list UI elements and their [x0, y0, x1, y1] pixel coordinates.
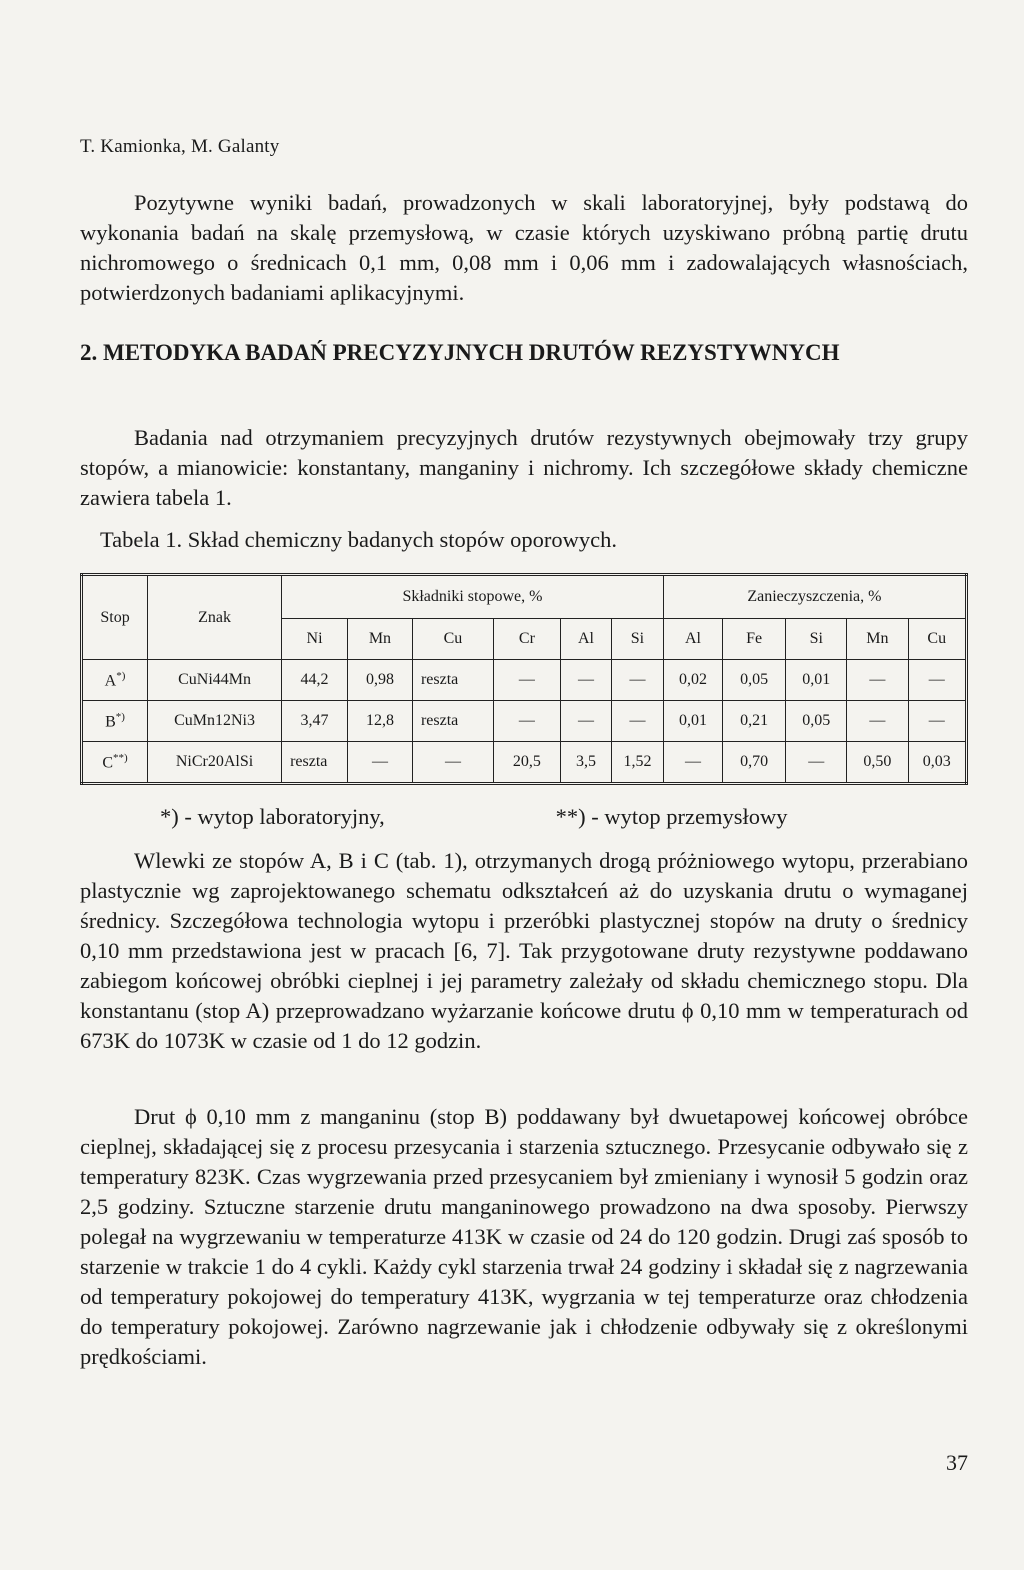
table-caption: Tabela 1. Skład chemiczny badanych stopów oporowych.	[100, 527, 618, 552]
cell-value: —	[412, 742, 493, 784]
cell-value: 12,8	[347, 701, 412, 742]
cell-value: 0,98	[347, 660, 412, 701]
subheader-cu-2: Cu	[412, 619, 493, 660]
stop-footnote-mark: *)	[115, 710, 125, 723]
subheader-fe-7: Fe	[723, 619, 786, 660]
cell-value: —	[908, 660, 967, 701]
subheader-si-8: Si	[786, 619, 847, 660]
subheader-al-4: Al	[560, 619, 611, 660]
composition-table	[80, 573, 968, 785]
subheader-si-5: Si	[612, 619, 664, 660]
header-znak: Znak	[148, 575, 282, 660]
cell-value: 44,2	[282, 660, 348, 701]
paragraph-ingots: Wlewki ze stopów A, B i C (tab. 1), otrzymanych drogą próżniowego wytopu, przerabiano plastycznie wg zaprojektowanego schematu odkształceń aż do uzyskania drutu o wymaganej średnicy. Szczegółowa technologia wytopu i przeróbki plastycznej stopów na druty o średnicy 0,10 mm przedstawiona jest w pracach [6, 7]. Tak przygotowane druty rezystywne poddawano zabiegom końcowej obróbki cieplnej i jej parametry zależały od składu chemicznego stopu. Dla konstantanu (stop A) przeprowadzano wyżarzanie końcowe drutu ϕ 0,10 mm w temperaturach od 673K do 1073K w czasie od 1 do 12 godzin.	[80, 848, 968, 1053]
cell-value: —	[493, 660, 560, 701]
cell-value: 0,05	[786, 701, 847, 742]
header-impurities: Zanieczyszczenia, %	[663, 575, 966, 619]
cell-value: —	[847, 660, 908, 701]
table-row	[82, 660, 967, 701]
cell-value: 1,52	[612, 742, 664, 784]
cell-value: reszta	[282, 742, 348, 784]
cell-value: 0,50	[847, 742, 908, 784]
stop-footnote-mark: **)	[113, 751, 128, 764]
cell-stop	[82, 660, 148, 701]
cell-value: —	[347, 742, 412, 784]
cell-value: 0,01	[786, 660, 847, 701]
subheader-al-6: Al	[663, 619, 722, 660]
running-head: T. Kamionka, M. Galanty	[80, 136, 280, 157]
table-row	[82, 701, 967, 742]
cell-value: 0,03	[908, 742, 967, 784]
cell-stop	[82, 742, 148, 784]
stop-letter: A	[104, 672, 117, 690]
cell-znak: NiCr20AlSi	[148, 742, 282, 784]
subheader-ni-0: Ni	[282, 619, 348, 660]
cell-value: 20,5	[493, 742, 560, 784]
cell-znak: CuNi44Mn	[148, 660, 282, 701]
cell-value: 3,5	[560, 742, 611, 784]
table-footnotes	[160, 804, 960, 830]
cell-value: 0,21	[723, 701, 786, 742]
page	[80, 0, 968, 1570]
stop-letter: C	[102, 754, 114, 772]
cell-value: 0,02	[663, 660, 722, 701]
page-number: 37	[946, 1450, 968, 1475]
cell-value: reszta	[412, 701, 493, 742]
cell-value: 0,70	[723, 742, 786, 784]
cell-znak: CuMn12Ni3	[148, 701, 282, 742]
cell-value: —	[786, 742, 847, 784]
cell-value: —	[560, 660, 611, 701]
cell-value: 0,01	[663, 701, 722, 742]
paragraph-methods: Badania nad otrzymaniem precyzyjnych drutów rezystywnych obejmowały trzy grupy stopów, a mianowicie: konstantany, manganiny i nichromy. Ich szczegółowe składy chemiczne zawiera tabela 1.	[80, 425, 968, 510]
cell-value: 0,05	[723, 660, 786, 701]
cell-value: —	[663, 742, 722, 784]
table-row	[82, 742, 967, 784]
header-stop: Stop	[82, 575, 148, 660]
subheader-mn-9: Mn	[847, 619, 908, 660]
cell-value: —	[847, 701, 908, 742]
cell-value: —	[560, 701, 611, 742]
table-body	[82, 660, 967, 784]
header-alloying: Składniki stopowe, %	[282, 575, 664, 619]
subheader-cr-3: Cr	[493, 619, 560, 660]
cell-value: reszta	[412, 660, 493, 701]
subheader-cu-10: Cu	[908, 619, 967, 660]
section-heading: 2. METODYKA BADAŃ PRECYZYJNYCH DRUTÓW REZYSTYWNYCH	[80, 340, 840, 365]
paragraph-intro: Pozytywne wyniki badań, prowadzonych w skali laboratoryjnej, były podstawą do wykonania badań na skalę przemysłową, w czasie których uzyskiwano próbną partię drutu nichromowego o średnicach 0,1 mm, 0,08 mm i 0,06 mm i zadowalających własnościach, potwierdzonych badaniami aplikacyjnymi.	[80, 190, 968, 305]
cell-value: 3,47	[282, 701, 348, 742]
subheader-mn-1: Mn	[347, 619, 412, 660]
cell-value: —	[493, 701, 560, 742]
cell-value: —	[612, 660, 664, 701]
cell-stop	[82, 701, 148, 742]
paragraph-manganin: Drut ϕ 0,10 mm z manganinu (stop B) poddawany był dwuetapowej końcowej obróbce cieplnej, składającej się z procesu przesycania i starzenia sztucznego. Przesycanie odbywało się z temperatury 823K. Czas wygrzewania przed przesycaniem był zmieniany i wynosił 5 godzin oraz 2,5 godziny. Sztuczne starzenie drutu manganinowego prowadzono na dwa sposoby. Pierwszy polegał na wygrzewaniu w temperaturze 413K w czasie od 24 do 120 godzin. Drugi zaś sposób to starzenie w trakcie 1 do 4 cykli. Każdy cykl starzenia trwał 24 godziny i składał się z nagrzewania od temperatury pokojowej do temperatury 413K, wygrzania w tej temperaturze oraz chłodzenia do temperatury pokojowej. Zarówno nagrzewanie jak i chłodzenie odbywały się z określonymi prędkościami.	[80, 1104, 968, 1369]
stop-letter: B	[105, 713, 116, 731]
stop-footnote-mark: *)	[116, 669, 126, 682]
cell-value: —	[612, 701, 664, 742]
footnote-industrial: **) - wytop przemysłowy	[555, 804, 788, 829]
cell-value: —	[908, 701, 967, 742]
footnote-lab: *) - wytop laboratoryjny,	[160, 804, 385, 829]
